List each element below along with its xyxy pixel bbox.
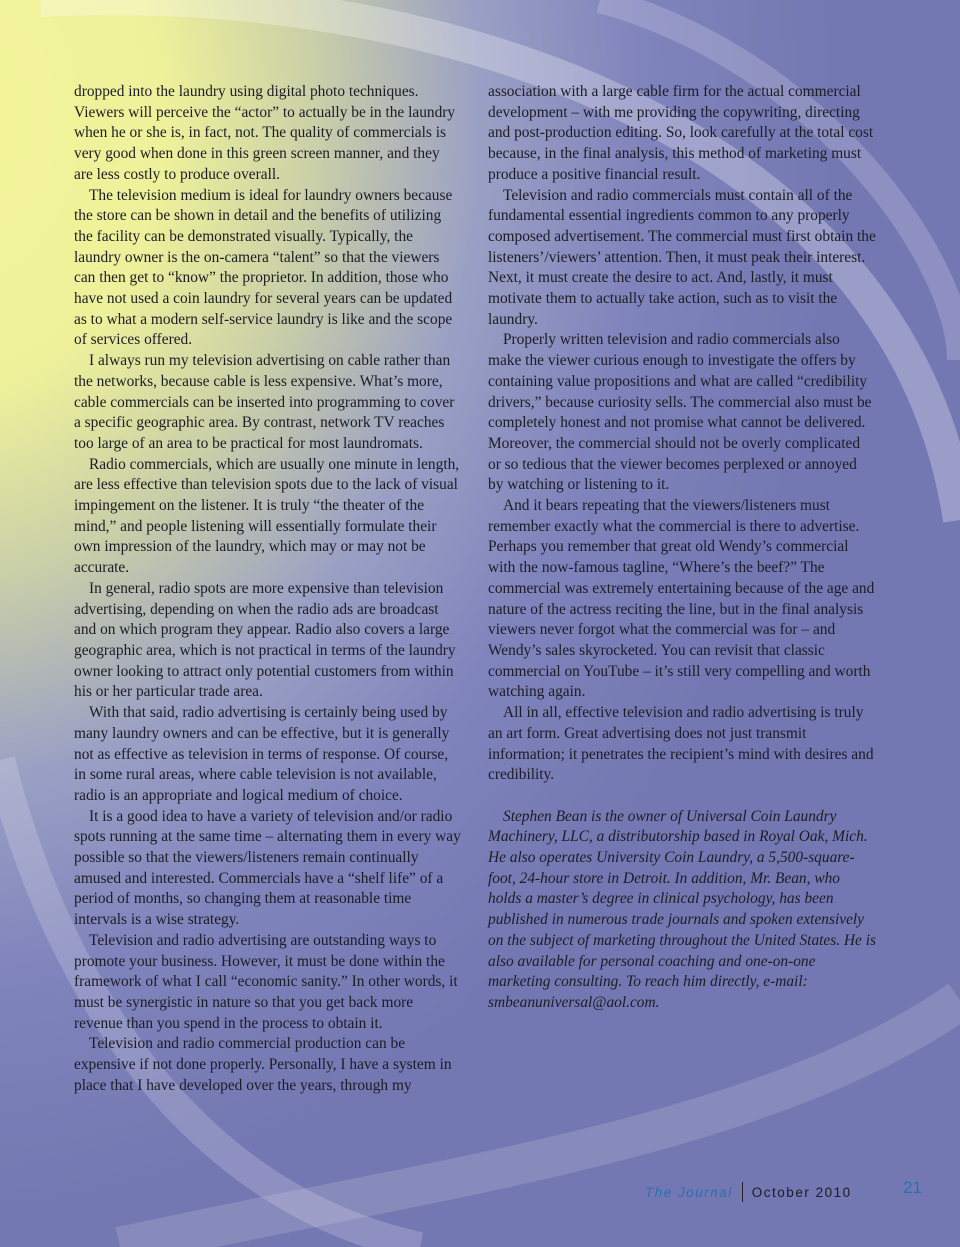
- publication-name: The Journal: [645, 1184, 733, 1200]
- footer-divider: [742, 1182, 743, 1202]
- paragraph: It is a good idea to have a variety of television and/or radio spots running at the same time – alternating them in every way possible so that the viewers/listeners remain continually amused and interested. Commercials have a “shelf life” of a period of months, so changing them at reasonable time intervals is a wise strategy.: [74, 807, 461, 929]
- article-left-column: [74, 82, 462, 1096]
- paragraph: Properly written television and radio commercials also make the viewer curious enough to investigate the offers by containing value propositions and what are called “credibility drivers,” because curiosity sells. The commercial also must be completely honest and not promise what cannot be delivered. Moreover, the commercial should not be overly complicated or so tedious that the viewer becomes perplexed or annoyed by watching or listening to it.: [488, 331, 872, 494]
- paragraph: All in all, effective television and radio advertising is truly an art form. Great advertising does not just transmit information; it penetrates the recipient’s mind with desires and credibility.: [488, 704, 874, 784]
- paragraph: With that said, radio advertising is certainly being used by many laundry owners and can be effective, but it is generally not as effective as television in terms of response. Of course, in some rural areas, where cable television is not available, radio is an appropriate and logical medium of choice.: [74, 704, 450, 804]
- article-right-column: [488, 82, 876, 1014]
- paragraph: The television medium is ideal for laundry owners because the store can be shown in detail and the benefits of utilizing the facility can be demonstrated visually. Typically, the laundry owner is the on-camera “talent” so that the viewers can then get to “know” the proprietor. In addition, those who have not used a coin laundry for several years can be updated as to what a modern self-service laundry is like and the scope of services offered.: [74, 186, 453, 349]
- page-number: 21: [903, 1178, 922, 1197]
- paragraph: I always run my television advertising on cable rather than the networks, because cable is less expensive. What’s more, cable commercials can be inserted into programming to cover a specific geographic area. By contrast, network TV reaches too large of an area to be practical for most laundromats.: [74, 352, 455, 452]
- paragraph: dropped into the laundry using digital photo techniques. Viewers will perceive the “actor” to actually be in the laundry when he or she is, in fact, not. The quality of commercials is very good when done in this green screen manner, and they are less costly to produce overall.: [74, 83, 456, 183]
- paragraph: Television and radio commercial production can be expensive if not done properly. Personally, I have a system in place that I have developed over the years, through my: [74, 1035, 452, 1094]
- paragraph: Radio commercials, which are usually one minute in length, are less effective than television spots due to the lack of visual impingement on the listener. It is truly “the theater of the mind,” and people listening will essentially formulate their own impression of the laundry, which may or may not be accurate.: [74, 455, 460, 577]
- paragraph: Television and radio commercials must contain all of the fundamental essential ingredients common to any properly composed advertisement. The commercial must first obtain the listeners’/viewers’ attention. Then, it must peak their interest. Next, it must create the desire to act. And, lastly, it must motivate them to actually take action, such as to visit the laundry.: [488, 186, 876, 328]
- paragraph: association with a large cable firm for the actual commercial development – with me providing the copywriting, directing and post-production editing. So, look carefully at the total cost because, in the final analysis, this method of marketing must produce a positive financial result.: [488, 83, 874, 183]
- paragraph: Television and radio advertising are outstanding ways to promote your business. However, it must be done within the framework of what I call “economic sanity.” In other words, it must be synergistic in nature so that you get back more revenue than you spend in the process to obtain it.: [74, 931, 458, 1032]
- issue-date: October 2010: [751, 1184, 852, 1200]
- page-footer: [645, 1181, 852, 1203]
- paragraph: In general, radio spots are more expensive than television advertising, depending on when the radio ads are broadcast and on which program they appear. Radio also covers a large geographic area, which is not practical in terms of the laundry owner looking to attract only potential customers from within his or her particular trade area.: [74, 579, 456, 701]
- author-bio: Stephen Bean is the owner of Universal Coin Laundry Machinery, LLC, a distributorship based in Royal Oak, Mich. He also operates University Coin Laundry, a 5,500-square-foot, 24-hour store in Detroit. In addition, Mr. Bean, who holds a master’s degree in clinical psychology, has been published in numerous trade journals and spoken extensively on the subject of marketing throughout the United States. He is also available for personal coaching and one-on-one marketing consulting. To reach him directly, e-mail: smbeanuniversal@aol.com.: [488, 807, 876, 1011]
- paragraph: And it bears repeating that the viewers/listeners must remember exactly what the commercial is there to advertise. Perhaps you remember that great old Wendy’s commercial with the now-famous tagline, “Where’s the beef?” The commercial was extremely entertaining because of the age and nature of the actress reciting the line, but in the final analysis viewers never forgot what the commercial was for – and Wendy’s sales skyrocketed. You can revisit that classic commercial on YouTube – it’s still very compelling and worth watching again.: [488, 497, 875, 701]
